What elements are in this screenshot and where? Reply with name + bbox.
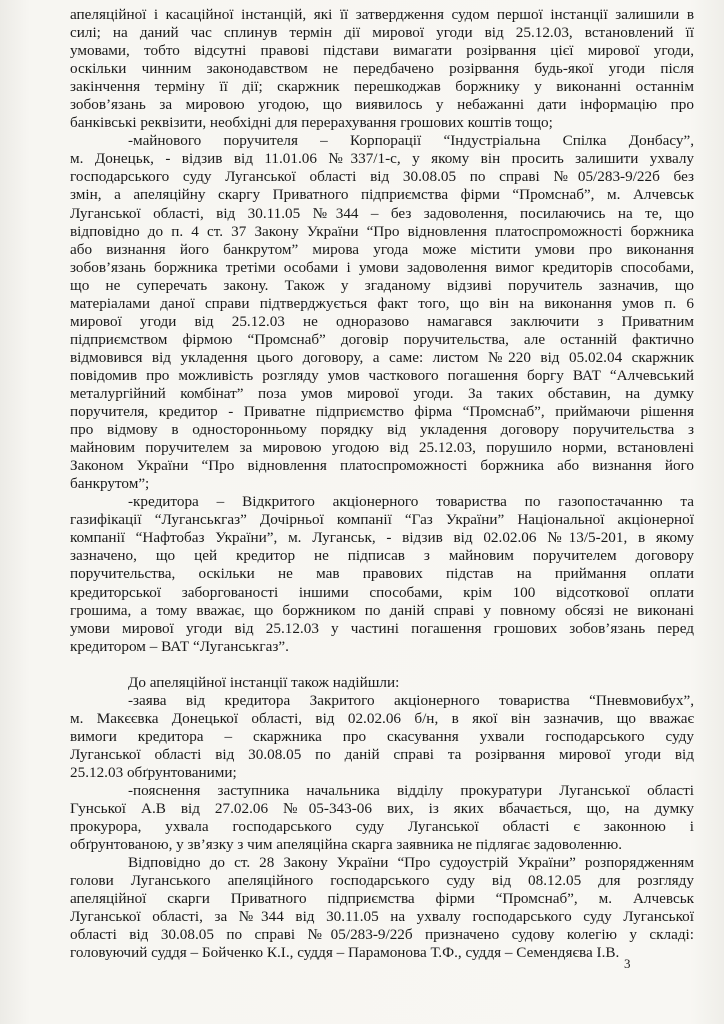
text-line: головуючий суддя – Бойченко К.І., суддя – Парамонова Т.Ф., суддя – Семендяєва І.В. [70,944,620,962]
text-line: 25.12.03 обґрунтованими; [70,763,237,781]
text-line: повідомив про можливість розгляду умов часткового погашення боргу ВАТ “Алчевський [70,366,694,384]
text-line: Законом України “Про відновлення платоспроможності боржника або визнання його [70,457,694,475]
text-line: вимоги кредитора – скаржника про скасування ухвали господарського суду [70,727,694,745]
text-line: зобов’язань за мировою угодою, що виявилось у небажанні дати інформацію про [70,96,694,114]
text-line: Луганської області, за №344 від 30.11.05 на ухвалу господарського суду Луганської [70,908,694,926]
text-line: Відповідно до ст. 28 Закону України “Про судоустрій України” розпорядженням [128,854,694,872]
text-line: апеляційної скарги Приватного підприємства фірми “Промснаб”, м. Алчевськ [70,890,694,908]
text-line: голови Луганського апеляційного господарського суду від 08.12.05 для розгляду [70,872,694,890]
text-line: грошима, а тому вважає, що боржником по даній справі у повному обсязі не виконані [70,601,694,619]
paragraph [70,6,694,132]
paragraph [70,782,694,854]
text-line: області від 30.08.05 по справі №05/283-9/22б призначено судову колегію у складі: [70,926,694,944]
text-line: зазначено, що цей кредитор не підписав з майновим поручителем договору [70,547,694,565]
text-line: -заява від кредитора Закритого акціонерного товариства “Пневмовибух”, [128,691,694,709]
text-line: підприємством фірмою “Промснаб” договір поручительства, але останній фактично [70,330,694,348]
text-line: господарського суду Луганської області від 30.08.05 по справі №05/283-9/22б без [70,168,694,186]
text-line: майновим поручителем за мировою угодою від 25.12.03, порушило норми, встановлені [70,439,694,457]
text-line: м. Макєєвка Донецької області, від 02.02.06 б/н, в якої він зазначив, що вважає [70,709,694,727]
paragraph [70,493,694,655]
text-line: матеріалами даної справи підтверджується факт того, що він на виконання умов п. 6 [70,294,694,312]
text-line: компанії “Нафтобаз України”, м. Луганськ, - відзив від 02.02.06 №13/5-201, в якому [70,529,694,547]
paragraph [70,854,694,962]
paragraph [70,692,694,782]
text-line: відмовився від укладення цього договору, а саме: листом №220 від 05.02.04 скаржник [70,348,694,366]
document-body [70,6,694,962]
text-line: Луганської області, від 30.11.05 №344 – без задоволення, посилаючись на те, що [70,204,694,222]
text-line: силі; на даний час сплинув термін дії мирової угоди від 25.12.03, встановлений її [70,24,694,42]
text-line: поручительства, оскільки не мав правових підстав на приймання оплати [70,565,694,583]
text-line: -пояснення заступника начальника відділу прокуратури Луганської області [128,781,694,799]
page-number: 3 [624,956,631,971]
text-line: прокурора, ухвала господарського суду Луганської області є законною і [70,818,694,836]
text-line: мирової угоди від 25.12.03 не одноразово намагався заключити з Приватним [70,312,694,330]
text-line: відповідно до п. 4 ст. 37 Закону України “Про відновлення платоспроможності боржника [70,222,694,240]
text-line: металургійний комбінат” поза умов мирової угоди. За таких обставин, на думку [70,384,694,402]
text-line: Луганської області від 30.08.05 по даній справі та розірвання мирової угоди від [70,745,694,763]
paragraph [70,132,694,493]
text-line: -майнового поручителя – Корпорації “Індустріальна Спілка Донбасу”, [128,132,694,150]
text-line: -кредитора – Відкритого акціонерного товариства по газопостачанню та [128,493,694,511]
text-line: поручителя, кредитор - Приватне підприємство фірма “Промснаб”, приймаючи рішення [70,403,694,421]
text-line: умовами, тобто відсутні правові підстави вимагати розірвання цієї мирової угоди, [70,42,694,60]
text-line: газифікації “Луганськгаз” Дочірньої компанії “Газ України” Національної акціонерної [70,511,694,529]
text-line: змін, а апеляційну скаргу Приватного підприємства фірми “Промснаб”, м. Алчевськ [70,186,694,204]
text-line: закінчення терміну її дії; скаржник перешкоджав боржнику у виконанні останнім [70,78,694,96]
text-line: або визнання його банкрутом” мирова угода може містити умови про виконання [70,240,694,258]
text-line: оскільки чинним законодавством не передбачено розірвання будь-якої угоди після [70,60,694,78]
text-line: умови мирової угоди від 25.12.03 у частині погашення грошових зобов’язань перед [70,619,694,637]
text-line: що не суперечать закону. Також у згаданому відзиві поручитель зазначив, що [70,276,694,294]
text-line: Гунської А.В від 27.02.06 №05-343-06 вих, із яких вбачається, що, на думку [70,800,694,818]
text-line: м. Донецьк, - відзив від 11.01.06 №337/1-с, у якому він просить залишити ухвалу [70,150,694,168]
text-line: про відмову в односторонньому порядку від укладення договору поручительства з [70,421,694,439]
text-line: кредиторської заборгованості іншими способами, крім 100 відсоткової оплати [70,583,694,601]
text-line: До апеляційної інстанції також надійшли: [128,673,400,691]
text-line: обґрунтованою, у зв’язку з чим апеляційна скарга заявника не підлягає задоволенню. [70,836,623,854]
text-line: кредитором – ВАТ “Луганськгаз”. [70,637,289,655]
paragraph [70,674,694,692]
text-line: банківські реквізити, необхідні для перерахування грошових коштів тощо; [70,114,553,132]
text-line: банкрутом”; [70,475,150,493]
text-line: зобов’язань боржника третіми особами і умови задоволення вимог кредиторів способами, [70,258,694,276]
text-line: апеляційної і касаційної інстанцій, які її затвердження судом першої інстанції залишили в [70,6,694,23]
paragraph-gap [70,656,694,674]
